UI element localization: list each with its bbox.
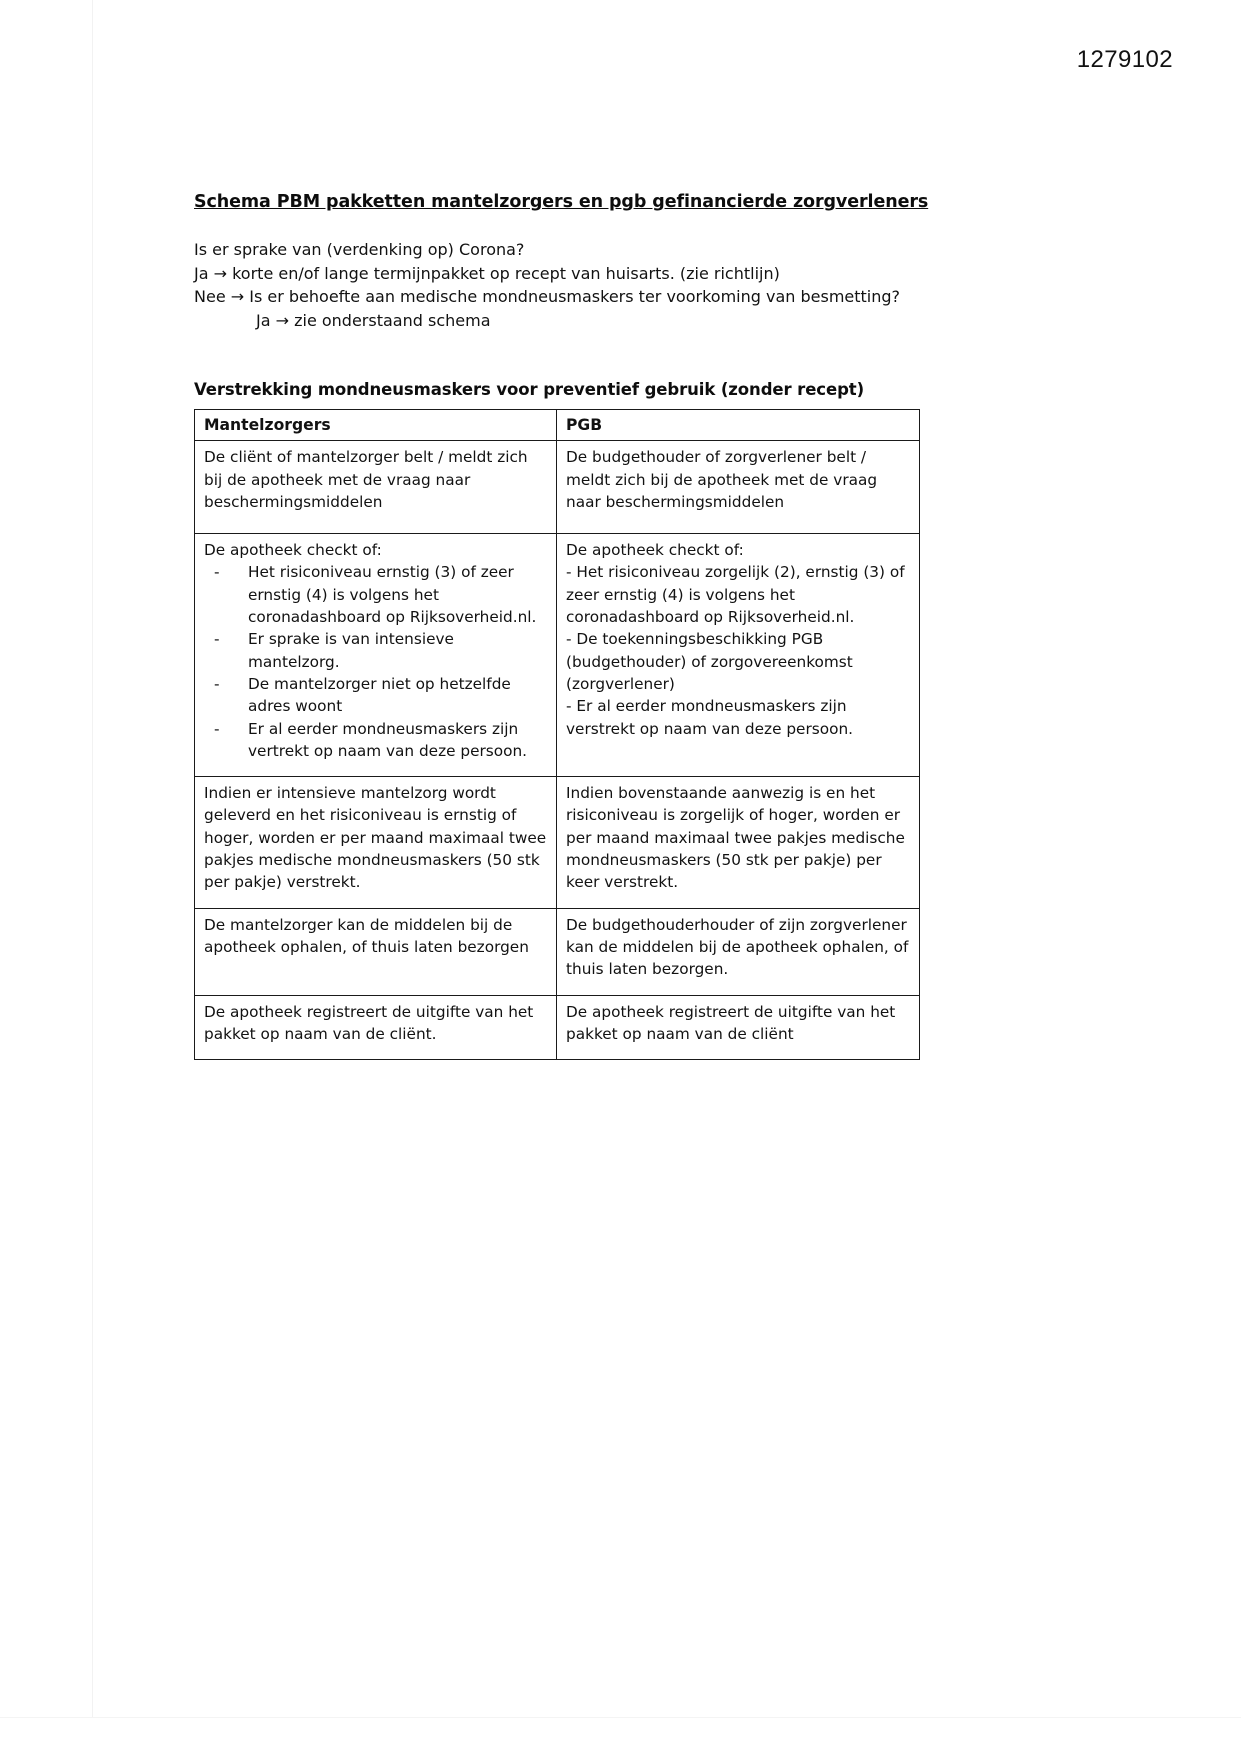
schema-table (194, 409, 920, 1060)
table-header-row (195, 410, 920, 441)
checklist-mantelzorgers (204, 561, 547, 762)
table-row (195, 908, 920, 995)
cell-mantelzorgers (195, 534, 557, 777)
intro-line-2: Ja → korte en/of lange termijnpakket op recept van huisarts. (zie richtlijn) (194, 263, 780, 283)
column-header-mantelzorgers: Mantelzorgers (195, 410, 557, 441)
table-row (195, 534, 920, 777)
cell-pgb: Indien bovenstaande aanwezig is en het risiconiveau is zorgelijk of hoger, worden er per maand maximaal twee pakjes medische mondneusmaskers (50 stk per pakje) per keer verstrekt. (557, 777, 920, 908)
cell-pgb: De budgethouderhouder of zijn zorgverlener kan de middelen bij de apotheek ophalen, of thuis laten bezorgen. (557, 908, 920, 995)
intro-line-4: Ja → zie onderstaand schema (256, 310, 491, 330)
list-item: - Het risiconiveau ernstig (3) of zeer ernstig (4) is volgens het coronadashboard op Rijksoverheid.nl. (204, 561, 547, 628)
table-row (195, 995, 920, 1060)
document-content (194, 192, 1074, 1060)
intro-line-3: Nee → Is er behoefte aan medische mondneusmaskers ter voorkoming van besmetting? (194, 287, 901, 306)
list-item: - Er al eerder mondneusmaskers zijn verstrekt op naam van deze persoon. (566, 697, 854, 738)
cell-pgb: De budgethouder of zorgverlener belt / meldt zich bij de apotheek met de vraag naar beschermingsmiddelen (557, 441, 920, 534)
column-header-pgb: PGB (557, 410, 920, 441)
document-number: 1279102 (1076, 46, 1173, 73)
list-item: - De toekenningsbeschikking PGB (budgethouder) of zorgovereenkomst (zorgverlener) (566, 630, 853, 693)
table-row (195, 777, 920, 908)
cell-lead-text: De apotheek checkt of: (566, 541, 744, 560)
page-title: Schema PBM pakketten mantelzorgers en pgb gefinancierde zorgverleners (194, 192, 929, 212)
cell-pgb: De apotheek registreert de uitgifte van het pakket op naam van de cliënt (557, 995, 920, 1060)
intro-line-1: Is er sprake van (verdenking op) Corona? (194, 240, 525, 259)
intro-block (194, 238, 1074, 332)
list-item: - Er al eerder mondneusmaskers zijn vertrekt op naam van deze persoon. (204, 718, 547, 763)
cell-mantelzorgers: De cliënt of mantelzorger belt / meldt zich bij de apotheek met de vraag naar beschermingsmiddelen (195, 441, 557, 534)
list-item: - Er sprake is van intensieve mantelzorg. (204, 628, 547, 673)
table-row (195, 441, 920, 534)
cell-pgb (557, 534, 920, 777)
scan-edge-bottom (0, 1717, 1241, 1754)
cell-mantelzorgers: Indien er intensieve mantelzorg wordt geleverd en het risiconiveau is ernstig of hoger, worden er per maand maximaal twee pakjes medische mondneusmaskers (50 stk per pakje) verstrekt. (195, 777, 557, 908)
cell-mantelzorgers: De apotheek registreert de uitgifte van het pakket op naam van de cliënt. (195, 995, 557, 1060)
cell-lead-text: De apotheek checkt of: (204, 541, 382, 560)
cell-mantelzorgers: De mantelzorger kan de middelen bij de apotheek ophalen, of thuis laten bezorgen (195, 908, 557, 995)
list-item: - Het risiconiveau zorgelijk (2), ernstig (3) of zeer ernstig (4) is volgens het coronadashboard op Rijksoverheid.nl. (566, 563, 905, 627)
list-item: - De mantelzorger niet op hetzelfde adres woont (204, 673, 547, 718)
section-title: Verstrekking mondneusmaskers voor preventief gebruik (zonder recept) (194, 380, 865, 399)
scan-edge-left (0, 0, 93, 1754)
